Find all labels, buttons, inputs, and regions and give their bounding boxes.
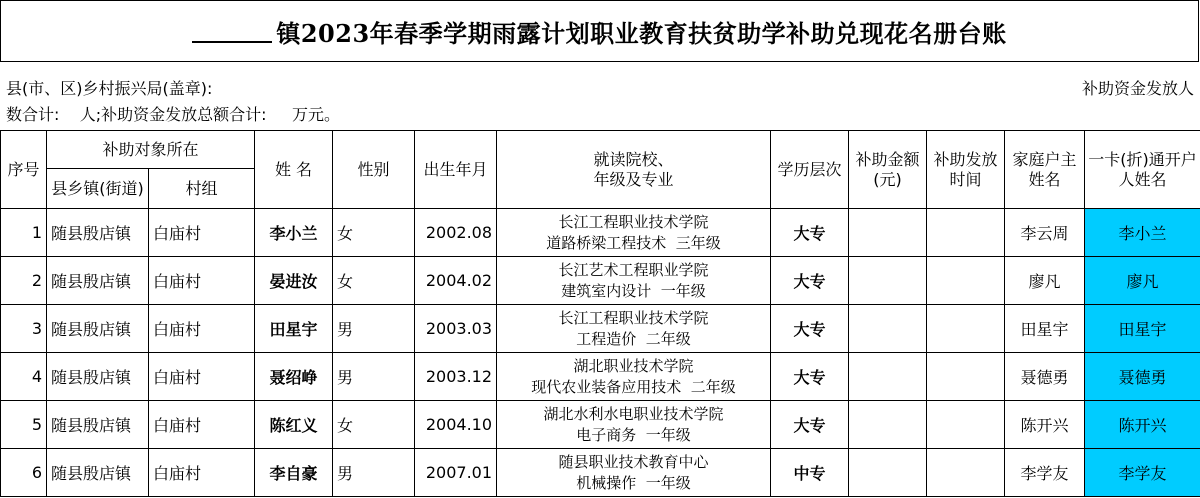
page-title	[0, 0, 1199, 62]
row-gender: 男	[333, 353, 415, 401]
row-town: 随县殷店镇	[47, 209, 149, 257]
row-seq: 1	[1, 209, 47, 257]
row-date	[927, 257, 1005, 305]
row-village: 白庙村	[149, 209, 255, 257]
row-amount	[849, 401, 927, 449]
row-major: 工程造价 二年级	[576, 329, 691, 348]
row-level: 大专	[771, 401, 849, 449]
row-town: 随县殷店镇	[47, 257, 149, 305]
row-village: 白庙村	[149, 353, 255, 401]
row-birth: 2004.10	[415, 401, 497, 449]
row-village: 白庙村	[149, 257, 255, 305]
header-birth: 出生年月	[415, 131, 497, 209]
row-card-holder: 田星宇	[1085, 305, 1200, 353]
row-school	[497, 209, 771, 257]
row-major: 机械操作 一年级	[576, 473, 691, 492]
title-blank-line	[192, 19, 272, 43]
totals-line: 数合计: 人;补助资金发放总额合计: 万元。	[6, 105, 340, 124]
row-household-head: 聂德勇	[1005, 353, 1085, 401]
row-school	[497, 305, 771, 353]
header-household-head: 家庭户主姓名	[1005, 131, 1085, 209]
row-gender: 女	[333, 209, 415, 257]
row-name: 李小兰	[255, 209, 333, 257]
row-household-head: 陈开兴	[1005, 401, 1085, 449]
row-household-head: 田星宇	[1005, 305, 1085, 353]
row-seq: 4	[1, 353, 47, 401]
row-school	[497, 401, 771, 449]
header-gender: 性别	[333, 131, 415, 209]
row-level: 大专	[771, 305, 849, 353]
row-card-holder: 聂德勇	[1085, 353, 1200, 401]
row-village: 白庙村	[149, 449, 255, 497]
row-village: 白庙村	[149, 401, 255, 449]
header-school-line2: 年级及专业	[593, 169, 674, 189]
row-major: 道路桥梁工程技术 三年级	[546, 233, 721, 252]
row-major: 现代农业装备应用技术 二年级	[531, 377, 736, 396]
row-level: 大专	[771, 209, 849, 257]
row-date	[927, 353, 1005, 401]
subsidy-table	[0, 130, 1200, 497]
row-town: 随县殷店镇	[47, 449, 149, 497]
row-birth: 2007.01	[415, 449, 497, 497]
row-date	[927, 209, 1005, 257]
row-date	[927, 449, 1005, 497]
row-card-holder: 李小兰	[1085, 209, 1200, 257]
row-seq: 2	[1, 257, 47, 305]
header-date: 补助发放时间	[927, 131, 1005, 209]
row-name: 陈红义	[255, 401, 333, 449]
header-amount: 补助金额(元)	[849, 131, 927, 209]
row-town: 随县殷店镇	[47, 305, 149, 353]
row-amount	[849, 305, 927, 353]
header-school	[497, 131, 771, 209]
header-school-line1: 就读院校、	[593, 149, 674, 169]
row-household-head: 李学友	[1005, 449, 1085, 497]
row-major: 电子商务 一年级	[576, 425, 691, 444]
row-gender: 男	[333, 449, 415, 497]
row-school-name: 长江工程职业技术学院	[558, 212, 709, 231]
row-town: 随县殷店镇	[47, 401, 149, 449]
row-village: 白庙村	[149, 305, 255, 353]
row-school	[497, 449, 771, 497]
row-date	[927, 401, 1005, 449]
table-row	[1, 353, 1200, 401]
row-birth: 2003.12	[415, 353, 497, 401]
row-school-name: 长江工程职业技术学院	[558, 308, 709, 327]
row-household-head: 李云周	[1005, 209, 1085, 257]
row-school-name: 湖北职业技术学院	[573, 356, 694, 375]
row-birth: 2003.03	[415, 305, 497, 353]
row-amount	[849, 257, 927, 305]
row-gender: 女	[333, 401, 415, 449]
row-name: 聂绍峥	[255, 353, 333, 401]
header-village: 村组	[149, 169, 255, 209]
row-school	[497, 353, 771, 401]
header-level: 学历层次	[771, 131, 849, 209]
header-seq: 序号	[1, 131, 47, 209]
row-name: 田星宇	[255, 305, 333, 353]
row-seq: 3	[1, 305, 47, 353]
row-birth: 2004.02	[415, 257, 497, 305]
row-seq: 5	[1, 401, 47, 449]
row-amount	[849, 449, 927, 497]
row-gender: 女	[333, 257, 415, 305]
header-card-holder: 一卡(折)通开户人姓名	[1085, 131, 1200, 209]
row-card-holder: 陈开兴	[1085, 401, 1200, 449]
header-town: 县乡镇(街道)	[47, 169, 149, 209]
fund-distributor-label: 补助资金发放人	[1081, 79, 1194, 98]
row-level: 大专	[771, 353, 849, 401]
table-row	[1, 401, 1200, 449]
row-school-name: 随县职业技术教育中心	[558, 452, 709, 471]
row-gender: 男	[333, 305, 415, 353]
table-row	[1, 209, 1200, 257]
row-name: 李自豪	[255, 449, 333, 497]
header-location: 补助对象所在	[47, 131, 255, 169]
table-row	[1, 449, 1200, 497]
row-level: 中专	[771, 449, 849, 497]
row-birth: 2002.08	[415, 209, 497, 257]
bureau-seal-line: 县(市、区)乡村振兴局(盖章):	[6, 79, 213, 98]
table-row	[1, 305, 1200, 353]
header-name: 姓 名	[255, 131, 333, 209]
row-school	[497, 257, 771, 305]
row-amount	[849, 353, 927, 401]
row-school-name: 长江艺术工程职业学院	[558, 260, 709, 279]
row-card-holder: 李学友	[1085, 449, 1200, 497]
row-major: 建筑室内设计 一年级	[561, 281, 706, 300]
row-household-head: 廖凡	[1005, 257, 1085, 305]
row-date	[927, 305, 1005, 353]
row-level: 大专	[771, 257, 849, 305]
row-name: 晏进汝	[255, 257, 333, 305]
row-amount	[849, 209, 927, 257]
row-card-holder: 廖凡	[1085, 257, 1200, 305]
row-seq: 6	[1, 449, 47, 497]
row-town: 随县殷店镇	[47, 353, 149, 401]
table-row	[1, 257, 1200, 305]
row-school-name: 湖北水利水电职业技术学院	[543, 404, 724, 423]
title-text: 镇2023年春季学期雨露计划职业教育扶贫助学补助兑现花名册台账	[276, 18, 1007, 48]
